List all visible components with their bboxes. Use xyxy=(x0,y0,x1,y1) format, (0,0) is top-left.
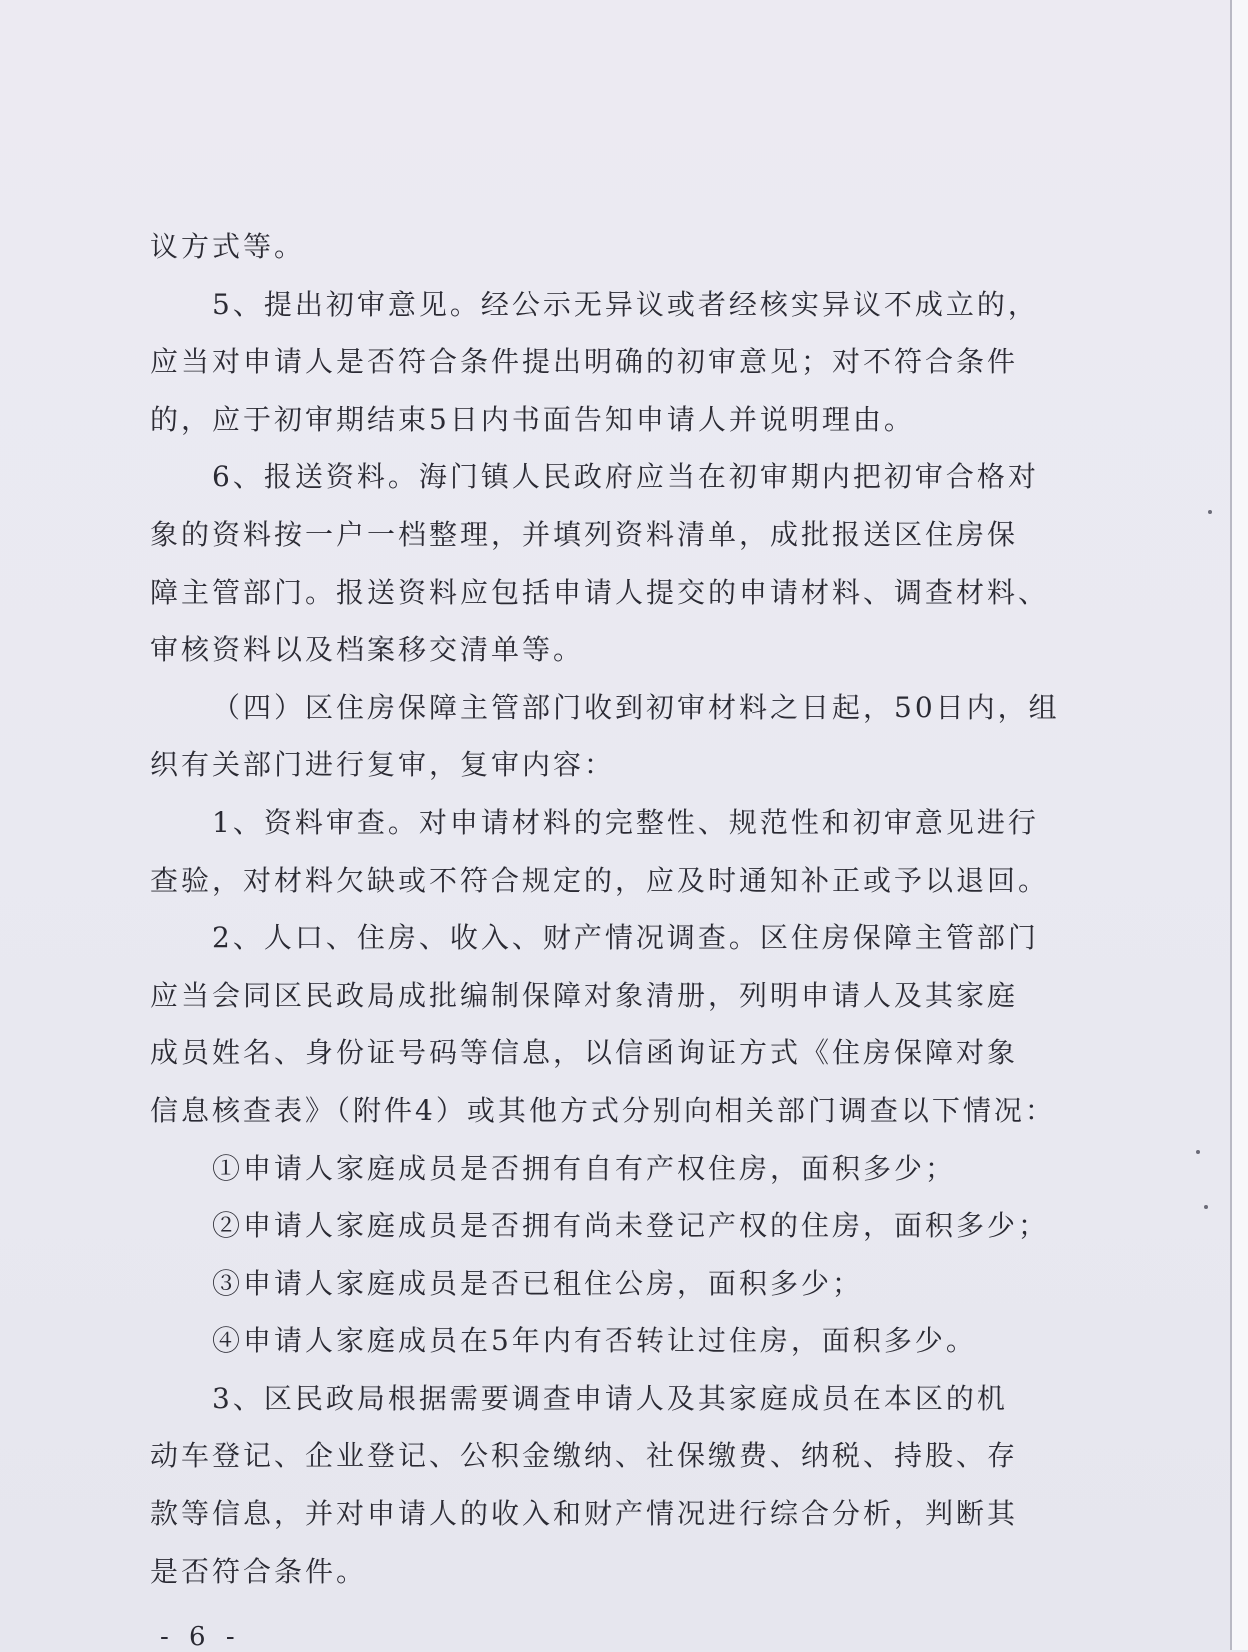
text-line: 1、资料审查。对申请材料的完整性、规范性和初审意见进行 xyxy=(212,805,1039,839)
text-line: ①申请人家庭成员是否拥有自有产权住房，面积多少； xyxy=(212,1151,957,1185)
text-line: 信息核查表》（附件4）或其他方式分别向相关部门调查以下情况： xyxy=(150,1093,1056,1127)
text-line: 动车登记、企业登记、公积金缴纳、社保缴费、纳税、持股、存 xyxy=(150,1439,1019,1473)
text-line: 是否符合条件。 xyxy=(150,1554,368,1588)
scan-speck xyxy=(1204,1205,1208,1209)
text-line: ③申请人家庭成员是否已租住公房，面积多少； xyxy=(212,1266,864,1300)
text-line: ④申请人家庭成员在5年内有否转让过住房，面积多少。 xyxy=(212,1324,977,1358)
text-line: 议方式等。 xyxy=(150,230,306,263)
text-line: 象的资料按一户一档整理，并填列资料清单，成批报送区住房保 xyxy=(150,517,1019,551)
text-line: 审核资料以及档案移交清单等。 xyxy=(150,633,585,667)
scan-speck xyxy=(1208,510,1212,514)
text-line: 障主管部门。报送资料应包括申请人提交的申请材料、调查材料、 xyxy=(150,575,1050,609)
text-line: 的，应于初审期结束5日内书面告知申请人并说明理由。 xyxy=(150,402,915,436)
text-line: ②申请人家庭成员是否拥有尚未登记产权的住房，面积多少； xyxy=(212,1209,1050,1243)
text-line: 5、提出初审意见。经公示无异议或者经核实异议不成立的， xyxy=(212,287,1039,321)
text-line: 织有关部门进行复审，复审内容： xyxy=(150,748,616,782)
document-body xyxy=(150,218,1080,1600)
text-line: 款等信息，并对申请人的收入和财产情况进行综合分析，判断其 xyxy=(150,1497,1019,1531)
scan-edge xyxy=(1230,0,1248,1650)
page-number: - 6 - xyxy=(160,1622,241,1652)
text-line: 应当对申请人是否符合条件提出明确的初审意见；对不符合条件 xyxy=(150,345,1019,379)
scan-speck xyxy=(1196,1150,1200,1154)
text-line: 应当会同区民政局成批编制保障对象清册，列明申请人及其家庭 xyxy=(150,978,1019,1012)
text-line: （四）区住房保障主管部门收到初审材料之日起，50日内，组 xyxy=(212,690,1060,724)
text-line: 3、区民政局根据需要调查申请人及其家庭成员在本区的机 xyxy=(212,1381,1008,1415)
text-line: 查验，对材料欠缺或不符合规定的，应及时通知补正或予以退回。 xyxy=(150,863,1050,897)
text-line: 2、人口、住房、收入、财产情况调查。区住房保障主管部门 xyxy=(212,921,1039,955)
text-line: 成员姓名、身份证号码等信息，以信函询证方式《住房保障对象 xyxy=(150,1036,1019,1070)
text-line: 6、报送资料。海门镇人民政府应当在初审期内把初审合格对 xyxy=(212,460,1039,494)
